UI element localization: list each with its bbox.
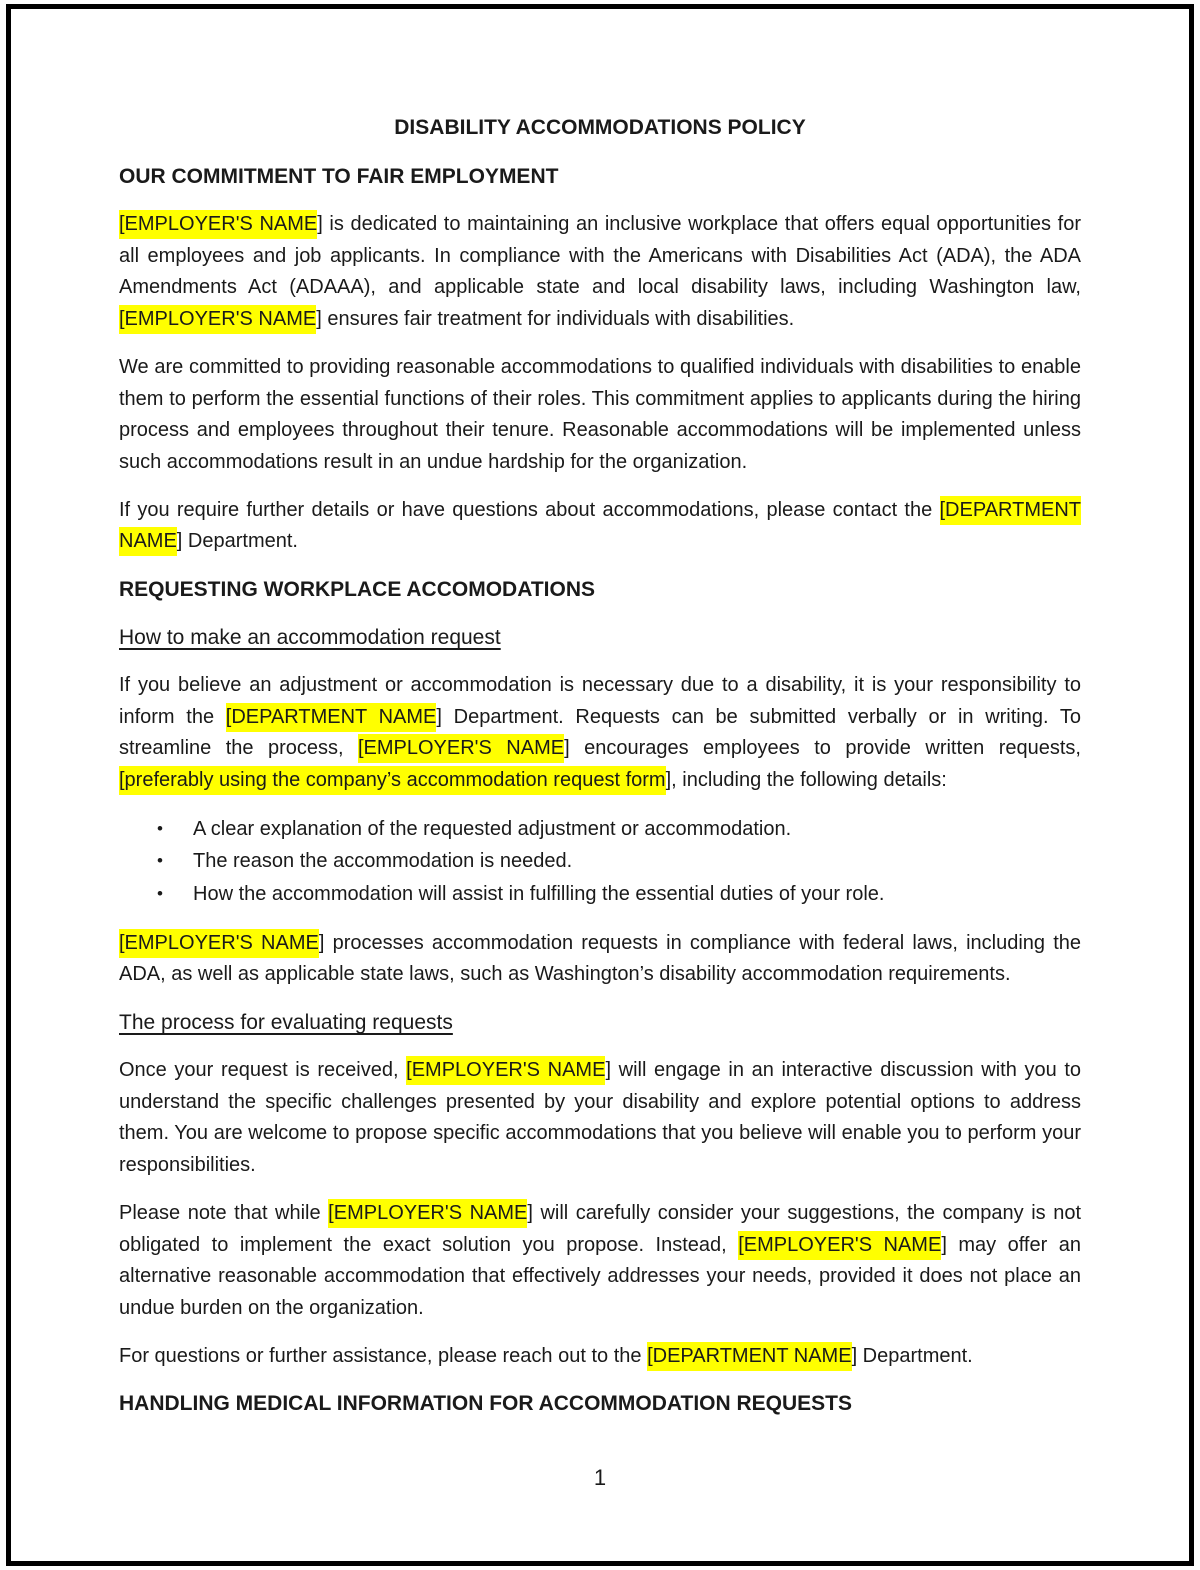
text-run: ], including the following details: (665, 769, 947, 792)
sub-heading: How to make an accommodation request (119, 626, 501, 650)
text-run: For questions or further assistance, please reach out to the (119, 1344, 648, 1367)
bullet-item-text: The reason the accommodation is needed. (193, 850, 573, 873)
document-title: DISABILITY ACCOMMODATIONS POLICY (394, 116, 806, 139)
highlight-placeholder: [DEPARTMENT NAME (119, 496, 1081, 557)
bullet-list (119, 813, 1081, 911)
paragraph (119, 352, 1081, 479)
text-run: ] Department. (851, 1344, 973, 1367)
highlight-placeholder: [EMPLOYER'S NAME (406, 1056, 605, 1085)
text-run: ] will engage in an interactive discussion with you to understand the specific challenges presented by your disability and explore potential options to address them. You are welcome to propose specific accommodations that you believe will enable you to perform your responsibilities. (119, 1059, 1081, 1177)
section-heading: REQUESTING WORKPLACE ACCOMODATIONS (119, 578, 595, 602)
text-run: ] Department. Requests can be submitted verbally or in writing. To streamline the process, (119, 705, 1082, 760)
page-number: 1 (593, 1465, 607, 1490)
paragraph (119, 1341, 1081, 1373)
bullet-item-text: A clear explanation of the requested adjustment or accommodation. (193, 817, 792, 840)
section-heading: HANDLING MEDICAL INFORMATION FOR ACCOMMODATION REQUESTS (119, 1392, 853, 1416)
text-run: ] Department. (176, 530, 298, 553)
paragraph (119, 495, 1081, 558)
text-run: Once your request is received, (119, 1059, 407, 1082)
highlight-placeholder: [EMPLOYER'S NAME (119, 305, 316, 334)
bullet-icon: • (157, 818, 163, 838)
text-run: If you require further details or have questions about accommodations, please contact the (119, 498, 940, 521)
text-run: ] processes accommodation requests in compliance with federal laws, including the ADA, as well as applicable state laws, such as Washington’s disability accommodation requirements. (119, 931, 1081, 986)
paragraph (119, 209, 1081, 336)
bullet-icon: • (157, 884, 163, 904)
list-item (119, 878, 1081, 911)
list-item (119, 813, 1081, 846)
text-run: ] will carefully consider your suggestions, the company is not obligated to implement the exact solution you propose. Instead, (119, 1201, 1081, 1256)
document-body (119, 161, 1081, 1420)
text-run: ] encourages employees to provide written requests, (564, 737, 1081, 760)
paragraph (119, 1055, 1081, 1182)
highlight-placeholder: [EMPLOYER'S NAME (358, 734, 564, 763)
highlight-placeholder: [preferably using the company’s accommodation request form (119, 766, 666, 795)
highlight-placeholder: [DEPARTMENT NAME (226, 703, 437, 732)
list-item (119, 845, 1081, 878)
bullet-item-text: How the accommodation will assist in fulfilling the essential duties of your role. (193, 883, 885, 906)
text-run: ] may offer an alternative reasonable accommodation that effectively addresses your needs, provided it does not place an undue burden on the organization. (119, 1233, 1081, 1319)
bullet-icon: • (157, 851, 163, 871)
highlight-placeholder: [EMPLOYER'S NAME (119, 929, 319, 958)
text-run: If you believe an adjustment or accommodation is necessary due to a disability, it is your responsibility to inform the (119, 674, 1081, 728)
page-content (119, 0, 1081, 1436)
paragraph (119, 928, 1081, 991)
text-run: ] ensures fair treatment for individuals with disabilities. (316, 308, 795, 331)
sub-heading: The process for evaluating requests (119, 1011, 453, 1035)
text-run: We are committed to providing reasonable accommodations to qualified individuals with disabilities to enable them to perform the essential functions of their roles. This commitment applies to applicants during the hiring process and employees throughout their tenure. Reasonable accommodations will be implemented unless such accommodations result in an undue hardship for the organization. (119, 355, 1081, 473)
text-run: Please note that while (119, 1201, 329, 1224)
section-heading: OUR COMMITMENT TO FAIR EMPLOYMENT (119, 165, 559, 188)
highlight-placeholder: [DEPARTMENT NAME (647, 1342, 851, 1371)
text-run: ] is dedicated to maintaining an inclusive workplace that offers equal opportunities for all employees and job applicants. In compliance with the Americans with Disabilities Act (ADA), the ADA Amendments Act (ADAAA), and applicable state and local disability laws, including Washington law, (119, 213, 1081, 299)
highlight-placeholder: [EMPLOYER'S NAME (119, 210, 317, 239)
paragraph (119, 1198, 1081, 1325)
paragraph (119, 670, 1081, 797)
highlight-placeholder: [EMPLOYER'S NAME (328, 1199, 527, 1228)
highlight-placeholder: [EMPLOYER'S NAME (738, 1231, 941, 1260)
